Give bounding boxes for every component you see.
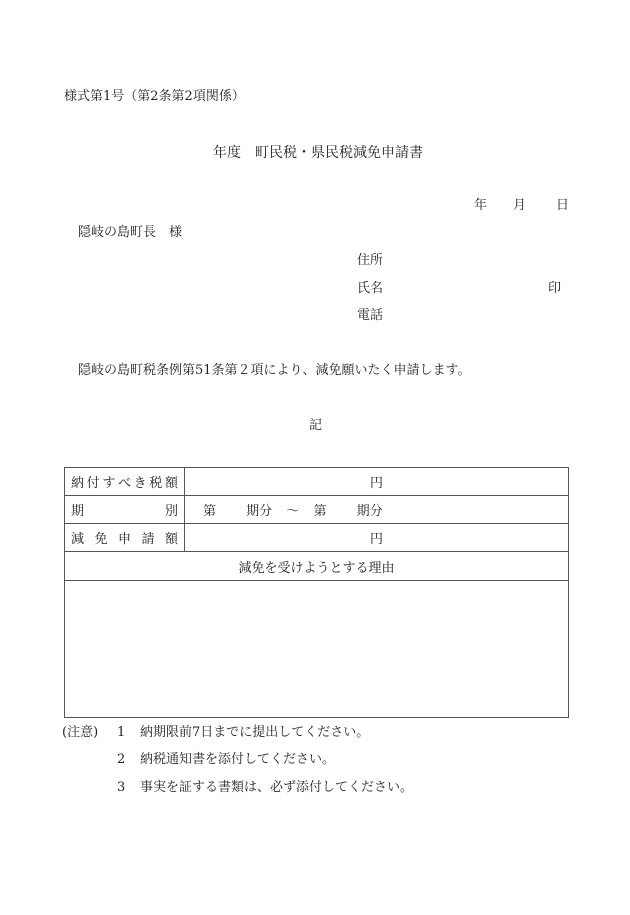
label-char: 別 xyxy=(164,504,178,519)
label-char: 請 xyxy=(141,532,155,547)
label-char: 額 xyxy=(164,532,178,547)
label-char: 額 xyxy=(164,476,178,491)
form-number: 様式第1号（第2条第2項関係） xyxy=(64,89,245,104)
address-label: 住所 xyxy=(357,253,384,268)
label-reduction-amount xyxy=(65,524,185,552)
date-month: 月 xyxy=(513,198,527,213)
label-tax-amount xyxy=(65,468,185,496)
period-part: 期分 xyxy=(356,504,383,519)
note-number: 1 xyxy=(117,725,126,740)
document-title: 年度 町民税・県民税減免申請書 xyxy=(213,145,423,161)
label-char: 申 xyxy=(117,532,131,547)
period-part: ～ xyxy=(286,504,300,519)
label-char: 付 xyxy=(86,476,100,491)
application-table xyxy=(64,467,569,718)
name-label: 氏名 xyxy=(357,281,384,296)
period-part: 第 xyxy=(313,504,327,519)
label-char: き xyxy=(133,476,147,491)
label-char: す xyxy=(102,476,116,491)
label-period xyxy=(65,496,185,524)
table-row-reason xyxy=(65,581,569,718)
table-row-tax-amount xyxy=(65,468,569,496)
label-char: 期 xyxy=(71,504,85,519)
period-part: 第 xyxy=(203,504,217,519)
table-row-reason-header xyxy=(65,552,569,581)
date-year: 年 xyxy=(474,198,488,213)
period-value xyxy=(185,496,569,524)
ki-heading: 記 xyxy=(309,418,323,433)
period-part: 期分 xyxy=(246,504,273,519)
note-text: 納税通知書を添付してください。 xyxy=(140,752,336,767)
seal-label: 印 xyxy=(548,281,562,296)
note-text: 事実を証する書類は、必ず添付してください。 xyxy=(140,780,414,795)
reason-header: 減免を受けようとする理由 xyxy=(65,552,569,581)
label-char: 税 xyxy=(149,476,163,491)
table-row-period xyxy=(65,496,569,524)
body-text: 隠岐の島町税条例第51条第２項により、減免願いたく申請します。 xyxy=(78,363,471,378)
date-day: 日 xyxy=(556,198,570,213)
label-char: 納 xyxy=(71,476,85,491)
phone-label: 電話 xyxy=(357,308,384,323)
notes-label: (注意) xyxy=(62,725,99,740)
table-row-reduction-amount xyxy=(65,524,569,552)
addressee: 隠岐の島町長 様 xyxy=(78,225,183,240)
tax-amount-value: 円 xyxy=(185,468,569,496)
label-char: 減 xyxy=(71,532,85,547)
note-text: 納期限前7日までに提出してください。 xyxy=(140,725,370,740)
label-char: べ xyxy=(117,476,131,491)
note-number: 2 xyxy=(117,752,126,767)
reason-field xyxy=(65,581,569,718)
label-char: 免 xyxy=(94,532,108,547)
note-number: 3 xyxy=(117,780,126,795)
reduction-amount-value: 円 xyxy=(185,524,569,552)
